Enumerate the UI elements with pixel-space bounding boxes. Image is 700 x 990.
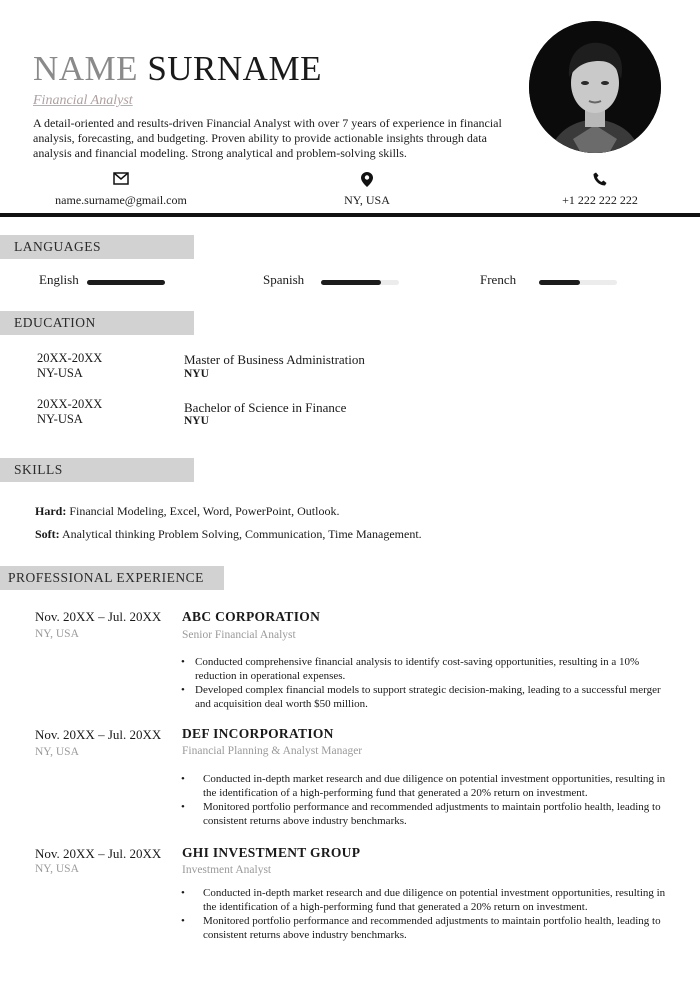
experience-bullet: • Conducted comprehensive financial analysis to identify cost-saving opportunities, resulting in a 10% reduction in operational expenses. — [181, 655, 661, 683]
languages-heading: LANGUAGES — [0, 235, 194, 259]
language-level-fill — [539, 280, 580, 285]
phone-text: +1 222 222 222 — [562, 193, 638, 207]
experience-company: GHI INVESTMENT GROUP — [182, 845, 361, 860]
email-text: name.surname@gmail.com — [55, 193, 187, 207]
experience-company: DEF INCORPORATION — [182, 726, 334, 741]
education-date-range: 20XX-20XX — [37, 397, 103, 411]
profile-summary: A detail-oriented and results-driven Financial Analyst with over 7 years of experience in financial analysis, forecasting, and budgeting. Proven ability to provide actionable insights through data analysis and financial modeling. Strong analytical and problem-solving skills. — [33, 116, 502, 160]
location-text: NY, USA — [344, 193, 390, 207]
education-school: NYU — [184, 415, 209, 427]
experience-company: ABC CORPORATION — [182, 609, 321, 624]
map-pin-icon — [267, 172, 467, 188]
experience-bullets — [181, 655, 661, 711]
envelope-icon — [21, 172, 221, 188]
education-dates — [37, 397, 102, 427]
experience-bullet: • Developed complex financial models to support strategic decision-making, leading to a successful merger and acquisition deal worth $50 million. — [181, 683, 661, 711]
experience-bullet: • Monitored portfolio performance and recommended adjustments to maintain portfolio health, leading to consistent returns above industry benchmarks. — [181, 914, 671, 942]
education-degree: Master of Business Administration — [184, 352, 365, 367]
experience-dates: Nov. 20XX – Jul. 20XX — [35, 609, 162, 624]
language-label: French — [480, 272, 517, 287]
soft-skills-label: Soft: — [35, 527, 60, 541]
education-dates — [37, 351, 102, 381]
experience-location: NY, USA — [35, 863, 79, 875]
contact-phone[interactable] — [500, 172, 700, 209]
first-name: NAME — [33, 49, 139, 88]
header-divider — [0, 213, 700, 217]
experience-location: NY, USA — [35, 746, 79, 758]
education-degree: Bachelor of Science in Finance — [184, 400, 347, 415]
language-level-bar — [539, 280, 617, 285]
portrait-image — [529, 21, 661, 153]
experience-heading: PROFESSIONAL EXPERIENCE — [0, 566, 224, 590]
full-name — [33, 50, 322, 89]
skills-heading: SKILLS — [0, 458, 194, 482]
language-label: English — [39, 272, 79, 287]
phone-icon — [500, 172, 700, 188]
experience-bullet: • Conducted in-depth market research and due diligence on potential investment opportunities, resulting in the identification of a high-performing fund that generated a 20% return on investment. — [181, 886, 671, 914]
education-school: NYU — [184, 368, 209, 380]
language-level-fill — [321, 280, 381, 285]
last-name: SURNAME — [147, 49, 322, 88]
language-label: Spanish — [263, 272, 305, 287]
experience-role: Investment Analyst — [182, 864, 272, 876]
experience-bullet: • Conducted in-depth market research and due diligence on potential investment opportunities, resulting in the identification of a high-performing fund that generated a 20% return on investment. — [181, 772, 671, 800]
contact-location — [267, 172, 467, 209]
experience-location: NY, USA — [35, 628, 79, 640]
education-place: NY-USA — [37, 366, 83, 380]
experience-bullets — [181, 772, 671, 828]
soft-skills-list: Analytical thinking Problem Solving, Communication, Time Management. — [59, 527, 422, 541]
experience-dates: Nov. 20XX – Jul. 20XX — [35, 727, 162, 742]
education-date-range: 20XX-20XX — [37, 351, 103, 365]
experience-bullets — [181, 886, 671, 942]
contact-email[interactable] — [21, 172, 221, 209]
hard-skills-list: Financial Modeling, Excel, Word, PowerPoint, Outlook. — [66, 504, 340, 518]
experience-role: Financial Planning & Analyst Manager — [182, 745, 363, 757]
experience-bullet: • Monitored portfolio performance and recommended adjustments to maintain portfolio health, leading to consistent returns above industry benchmarks. — [181, 800, 671, 828]
experience-dates: Nov. 20XX – Jul. 20XX — [35, 846, 162, 861]
language-level-fill — [87, 280, 165, 285]
hard-skills-label: Hard: — [35, 504, 67, 518]
language-level-bar — [87, 280, 165, 285]
job-title: Financial Analyst — [33, 93, 133, 108]
experience-role: Senior Financial Analyst — [182, 629, 296, 641]
profile-photo — [529, 21, 661, 153]
hard-skills — [35, 504, 339, 519]
language-level-bar — [321, 280, 399, 285]
education-place: NY-USA — [37, 412, 83, 426]
soft-skills — [35, 527, 422, 542]
education-heading: EDUCATION — [0, 311, 194, 335]
